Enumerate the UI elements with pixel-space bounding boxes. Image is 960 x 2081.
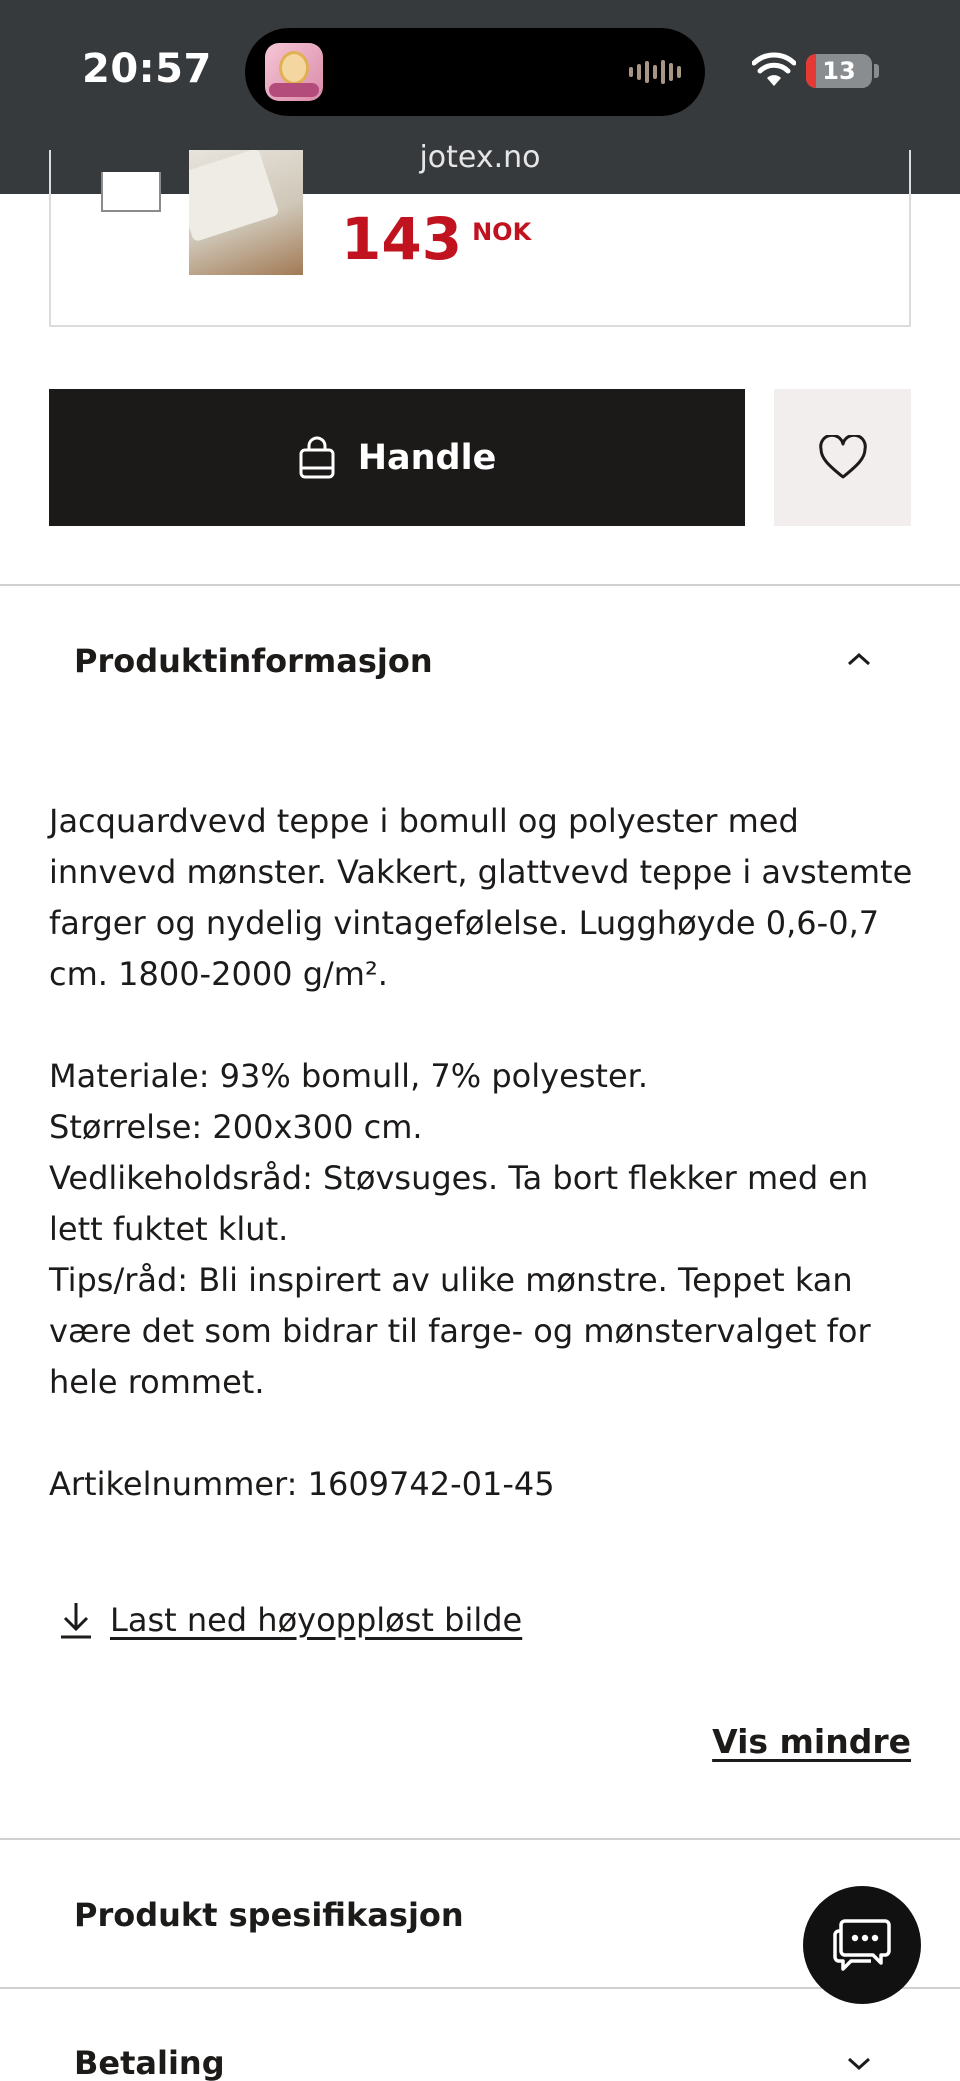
payment-header[interactable]: Betaling [74, 2044, 225, 2081]
show-less-link[interactable]: Vis mindre [712, 1722, 911, 1761]
chat-bubble-icon [831, 1917, 893, 1973]
product-checkbox[interactable] [101, 172, 161, 212]
dynamic-island[interactable] [245, 28, 705, 116]
specification-header[interactable]: Produkt spesifikasjon [74, 1896, 464, 1934]
article-number: Artikelnummer: 1609742-01-45 [49, 1465, 555, 1503]
detail-size: Størrelse: 200x300 cm. [49, 1108, 423, 1146]
price-amount: 143 [341, 205, 463, 273]
section-divider [0, 1838, 960, 1840]
buy-button-label: Handle [357, 437, 497, 478]
now-playing-app-icon [265, 43, 323, 101]
battery-icon [806, 54, 872, 88]
favorite-button[interactable] [774, 389, 911, 526]
product-info-header[interactable]: Produktinformasjon [74, 642, 433, 680]
product-description [49, 796, 919, 1510]
description-text: Jacquardvevd teppe i bomull og polyester med innvevd mønster. Vakkert, glattvevd teppe i avstemte farger og nydelig vintagefølelse. Lugghøyde 0,6-0,7 cm. 1800-2000 g/m². [49, 802, 913, 993]
product-price [341, 205, 532, 273]
clock: 20:57 [82, 46, 212, 92]
wifi-icon [752, 52, 796, 88]
download-image-link[interactable] [58, 1600, 522, 1640]
price-currency: NOK [472, 218, 532, 246]
battery-level: 13 [822, 57, 856, 85]
detail-care: Vedlikeholdsråd: Støvsuges. Ta bort flekker med en lett fuktet klut. [49, 1159, 869, 1248]
shopping-bag-icon [298, 436, 336, 480]
audio-waveform-icon [629, 58, 681, 86]
product-card [49, 150, 911, 327]
download-icon [58, 1600, 94, 1640]
detail-tips: Tips/råd: Bli inspirert av ulike mønstre. Teppet kan være det som bidrar til farge- og mønstervalget for hele rommet. [49, 1261, 871, 1401]
chat-button[interactable] [803, 1886, 921, 2004]
chevron-up-icon[interactable] [846, 651, 872, 667]
detail-material: Materiale: 93% bomull, 7% polyester. [49, 1057, 649, 1095]
section-divider [0, 584, 960, 586]
product-thumbnail[interactable] [189, 150, 303, 275]
address-bar[interactable]: jotex.no [419, 140, 541, 175]
download-link-label: Last ned høyoppløst bilde [110, 1601, 523, 1639]
chevron-down-icon[interactable] [846, 2056, 872, 2072]
section-divider [0, 1987, 960, 1989]
heart-icon [818, 435, 868, 481]
buy-button[interactable] [49, 389, 745, 526]
